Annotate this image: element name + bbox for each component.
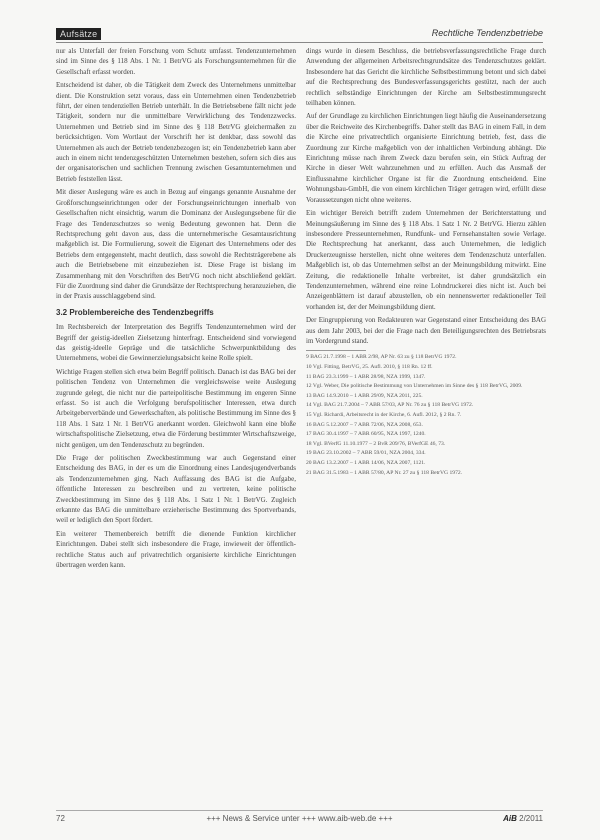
footnote: 9 BAG 21.7.1998 – 1 ABR 2/98, AP Nr. 63 zu § 118 BetrVG 1972.	[306, 354, 457, 361]
page-number: 72	[56, 814, 65, 823]
footer-rule	[56, 810, 543, 811]
footnote: 17 BAG 30.4.1997 – 7 ABR 60/95, NZA 1997, 1240.	[306, 431, 426, 438]
section-label: Aufsätze	[56, 28, 101, 40]
footnote: 11 BAG 23.3.1999 – 1 ABR 28/98, NZA 1999, 1347.	[306, 373, 426, 380]
issue-number: 2/2011	[519, 814, 543, 823]
footnotes	[306, 354, 546, 477]
footnote: 10 Vgl. Fitting, BetrVG, 25. Aufl. 2010, § 118 Rn. 12 ff.	[306, 363, 433, 370]
running-title: Rechtliche Tendenzbetriebe	[431, 28, 543, 38]
paragraph: Ein wichtiger Bereich betrifft zudem Unternehmen der Berichterstattung und Meinungsäußerung im Sinne des § 118 Abs. 1 Satz 1 Nr. 2 BetrVG. Hierzu zählen insbesondere Presseunternehmen, Rundfunk- und Fernsehanstalten sowie Verlage. Die Rechtsprechung hat anerkannt, dass auch Unternehmen, die lediglich Druckerzeugnisse herstellen, nicht ohne weiteres dem Tendenzschutz unterfallen. Maßgeblich ist, ob das Unternehmen selbst an der Meinungsbildung mitwirkt. Eine Zeitung, die redaktionelle Inhalte verbreitet, ist daher grundsätzlich ein Tendenzunternehmen, während eine reine Lohndruckerei dies nicht ist. Auch bei Anzeigenblättern ist darauf abzustellen, ob ein nennenswerter redaktioneller Teil vorhanden ist, der der Meinungsbildung dient.	[306, 209, 546, 311]
paragraph: Auf der Grundlage zu kirchlichen Einrichtungen liegt häufig die Auseinandersetzung über die Reichweite des Kirchenbegriffs. Daher stellt das BAG in einem Fall, in dem die Kirche eine privatrechtlich organisierte Einrichtung betrieb, fest, dass die Zuordnung zur Kirche maßgeblich von der inhaltlichen Verbindung abhängt. Die Einrichtung müsse nach ihrem Zweck dazu berufen sein, ein Stück Auftrag der Kirche in dieser Welt wahrzunehmen und zu erfüllen. Auch das Ausmaß der Einflussnahme kirchlicher Organe ist für die Zuordnung entscheidend. Eine Wohnungsbau-GmbH, die von einem kirchlichen Träger getragen wird, erfüllt diese Voraussetzungen nicht ohne weiteres.	[306, 112, 546, 204]
section-heading: 3.2 Problembereiche des Tendenzbegriffs	[56, 307, 214, 317]
brand-logo: AiB	[503, 814, 517, 823]
paragraph: Ein weiterer Themenbereich betrifft die dienende Funktion kirchlicher Einrichtungen. Dabei stellt sich insbesondere die Frage, inwieweit der öffentlich-rechtliche Status auch auf privatrechtlich organisierte kirchliche Einrichtungen übertragen werden kann.	[56, 529, 296, 570]
issue-info	[503, 814, 543, 823]
footnote: 16 BAG 5.12.2007 – 7 ABR 72/06, NZA 2008, 653.	[306, 421, 423, 428]
footnote: 15 Vgl. Richardi, Arbeitsrecht in der Kirche, 6. Aufl. 2012, § 2 Rn. 7.	[306, 411, 462, 418]
paragraph: dings wurde in diesem Beschluss, die betriebsverfassungsrechtliche Frage durch Anwendung der allgemeinen Arbeitsrechtsgrundsätze des Tendenzschutzes geklärt. Insbesondere hat das Gericht die kirchliche Selbstbestimmung betont und sich dabei auf die Rechtsprechung des Bundesverfassungsgerichts gestützt, nach der auch rechtlich selbständige Einrichtungen der Kirche am Selbstbestimmungsrecht teilhaben können.	[306, 47, 546, 108]
right-column	[306, 46, 546, 479]
paragraph: Mit dieser Auslegung wäre es auch in Bezug auf eingangs genannte Ausnahme der Großforschungseinrichtungen oder der Forschungseinrichtungen innerhalb von Gesellschaften nicht einsichtig, warum die Dominanz der Auslegungsebene für die Frage des Tendenzschutzes so wenig Bedeutung gewonnen hat. Denn die Rechtsprechung geht davon aus, dass die unternehmerische Gesamtausrichtung maßgeblich ist. Die Formulierung, soweit die Eigenart des Unternehmens oder des Betriebs dem entgegensteht, macht deutlich, dass sowohl die Rechtsträgerebene als auch die Betriebsebene mit einzubeziehen ist. Diese Frage ist bislang im Zusammenhang mit den Vorschriften des BetrVG noch nicht abschließend geklärt. Für die Zuordnung sind daher die Grundsätze der Rechtsprechung heranzuziehen, die in der Praxis ausschlaggebend sind.	[56, 188, 296, 301]
footer-link[interactable]: +++ News & Service unter +++ www.aib-web.de +++	[206, 814, 393, 823]
footnote: 20 BAG 13.2.2007 – 1 ABR 14/06, NZA 2007, 1121.	[306, 459, 426, 466]
paragraph: Der Eingruppierung von Redakteuren war Gegenstand einer Entscheidung des BAG aus dem Jahr 2003, bei der die Frage nach den Beteiligungsrechten des Betriebsrats im Vordergrund stand.	[306, 316, 546, 345]
paragraph: Entscheidend ist daher, ob die Tätigkeit dem Zweck des Unternehmens unmittelbar dient. Die Konstruktion setzt voraus, dass ein Unternehmen einen Tendenzbetrieb führt, der einen tendenziellen Betrieb unterhält. In die Betriebsebene fällt nicht jede Tätigkeit, sondern nur die unmittelbare Verwirklichung des Tendenzzwecks. Unternehmen und Betrieb sind im Sinne des § 118 BetrVG gleichermaßen zu berücksichtigen. Vom Wortlaut der Vorschrift her ist denkbar, dass sowohl das Unternehmen als auch der Betrieb tendenzbezogen ist; ein Tendenzbetrieb kann aber auch in einem nicht tendenzgeschützten Unternehmen bestehen, sofern sich dies aus der organisatorischen und sachlichen Trennung zwischen Gesamtunternehmen und Betrieb feststellen lässt.	[56, 81, 296, 183]
paragraph: Im Rechtsbereich der Interpretation des Begriffs Tendenzunternehmen wird der Begriff der geistig-ideellen Zielsetzung hinterfragt. Entscheidend sind vorwiegend das geistig-ideelle Gepräge und die tatsächliche Schwerpunktbildung des Unternehmens, wobei die Gewinnerzielungsabsicht keine Rolle spielt.	[56, 323, 296, 363]
footnote: 12 Vgl. Weber, Die politische Bestimmung von Unternehmen im Sinne des § 118 BetrVG, 2009.	[306, 383, 523, 390]
footnote: 14 Vgl. BAG 21.7.2004 – 7 ABR 57/03, AP Nr. 76 zu § 118 BetrVG 1972.	[306, 402, 474, 409]
footnote: 19 BAG 23.10.2002 – 7 ABR 59/01, NZA 2004, 334.	[306, 450, 426, 457]
paragraph: nur als Unterfall der freien Forschung vom Schutz umfasst. Tendenzunternehmen sind im Sinne des § 118 Abs. 1 Nr. 1 BetrVG als Forschungsunternehmen für die Gesellschaft erfasst worden.	[56, 47, 296, 76]
left-column	[56, 46, 296, 574]
footnote: 21 BAG 31.5.1983 – 1 ABR 57/80, AP Nr. 27 zu § 118 BetrVG 1972.	[306, 469, 463, 476]
footnote-rule	[306, 350, 366, 351]
paragraph: Wichtige Fragen stellen sich etwa beim Begriff politisch. Danach ist das BAG bei der politischen Tendenz von Unternehmen die vergleichsweise weite Auslegung zugrunde gelegt, die nicht nur die parteipolitische Bestimmung im engeren Sinne erfasst. So ist auch die Verfolgung berufspolitischer Interessen, etwa durch Arbeitgeberverbände und Gewerkschaften, als politische Bestimmung im Sinne des § 118 Abs. 1 Satz 1 Nr. 1 BetrVG anerkannt worden. Gleichwohl kann eine bloße wirtschaftspolitische Zielsetzung, etwa die Förderung bestimmter Wirtschaftszweige, nicht genügen, um den Tendenzschutz zu begründen.	[56, 367, 296, 449]
footnote: 18 Vgl. BVerfG 11.10.1977 – 2 BvR 209/76, BVerfGE 46, 73.	[306, 440, 446, 447]
paragraph: Die Frage der politischen Zweckbestimmung war auch Gegenstand einer Entscheidung des BAG, in der es um die Einordnung eines Landesjugendverbands als Tendenzunternehmen ging. Nach Auffassung des BAG ist die Aufgabe, öffentliche Interessen zu beschreiben und zu vertreten, keine politische Zweckbestimmung im Sinne des § 118 Abs. 1 Satz 1 Nr. 1 BetrVG. Zugleich erkannte das BAG die unmittelbare erzieherische Bestimmung des Sportverbands, weil er lediglich den Sport fördert.	[56, 454, 296, 525]
header-rule	[56, 42, 543, 43]
footnote: 13 BAG 14.9.2010 – 1 ABR 29/09, NZA 2011, 225.	[306, 392, 423, 399]
